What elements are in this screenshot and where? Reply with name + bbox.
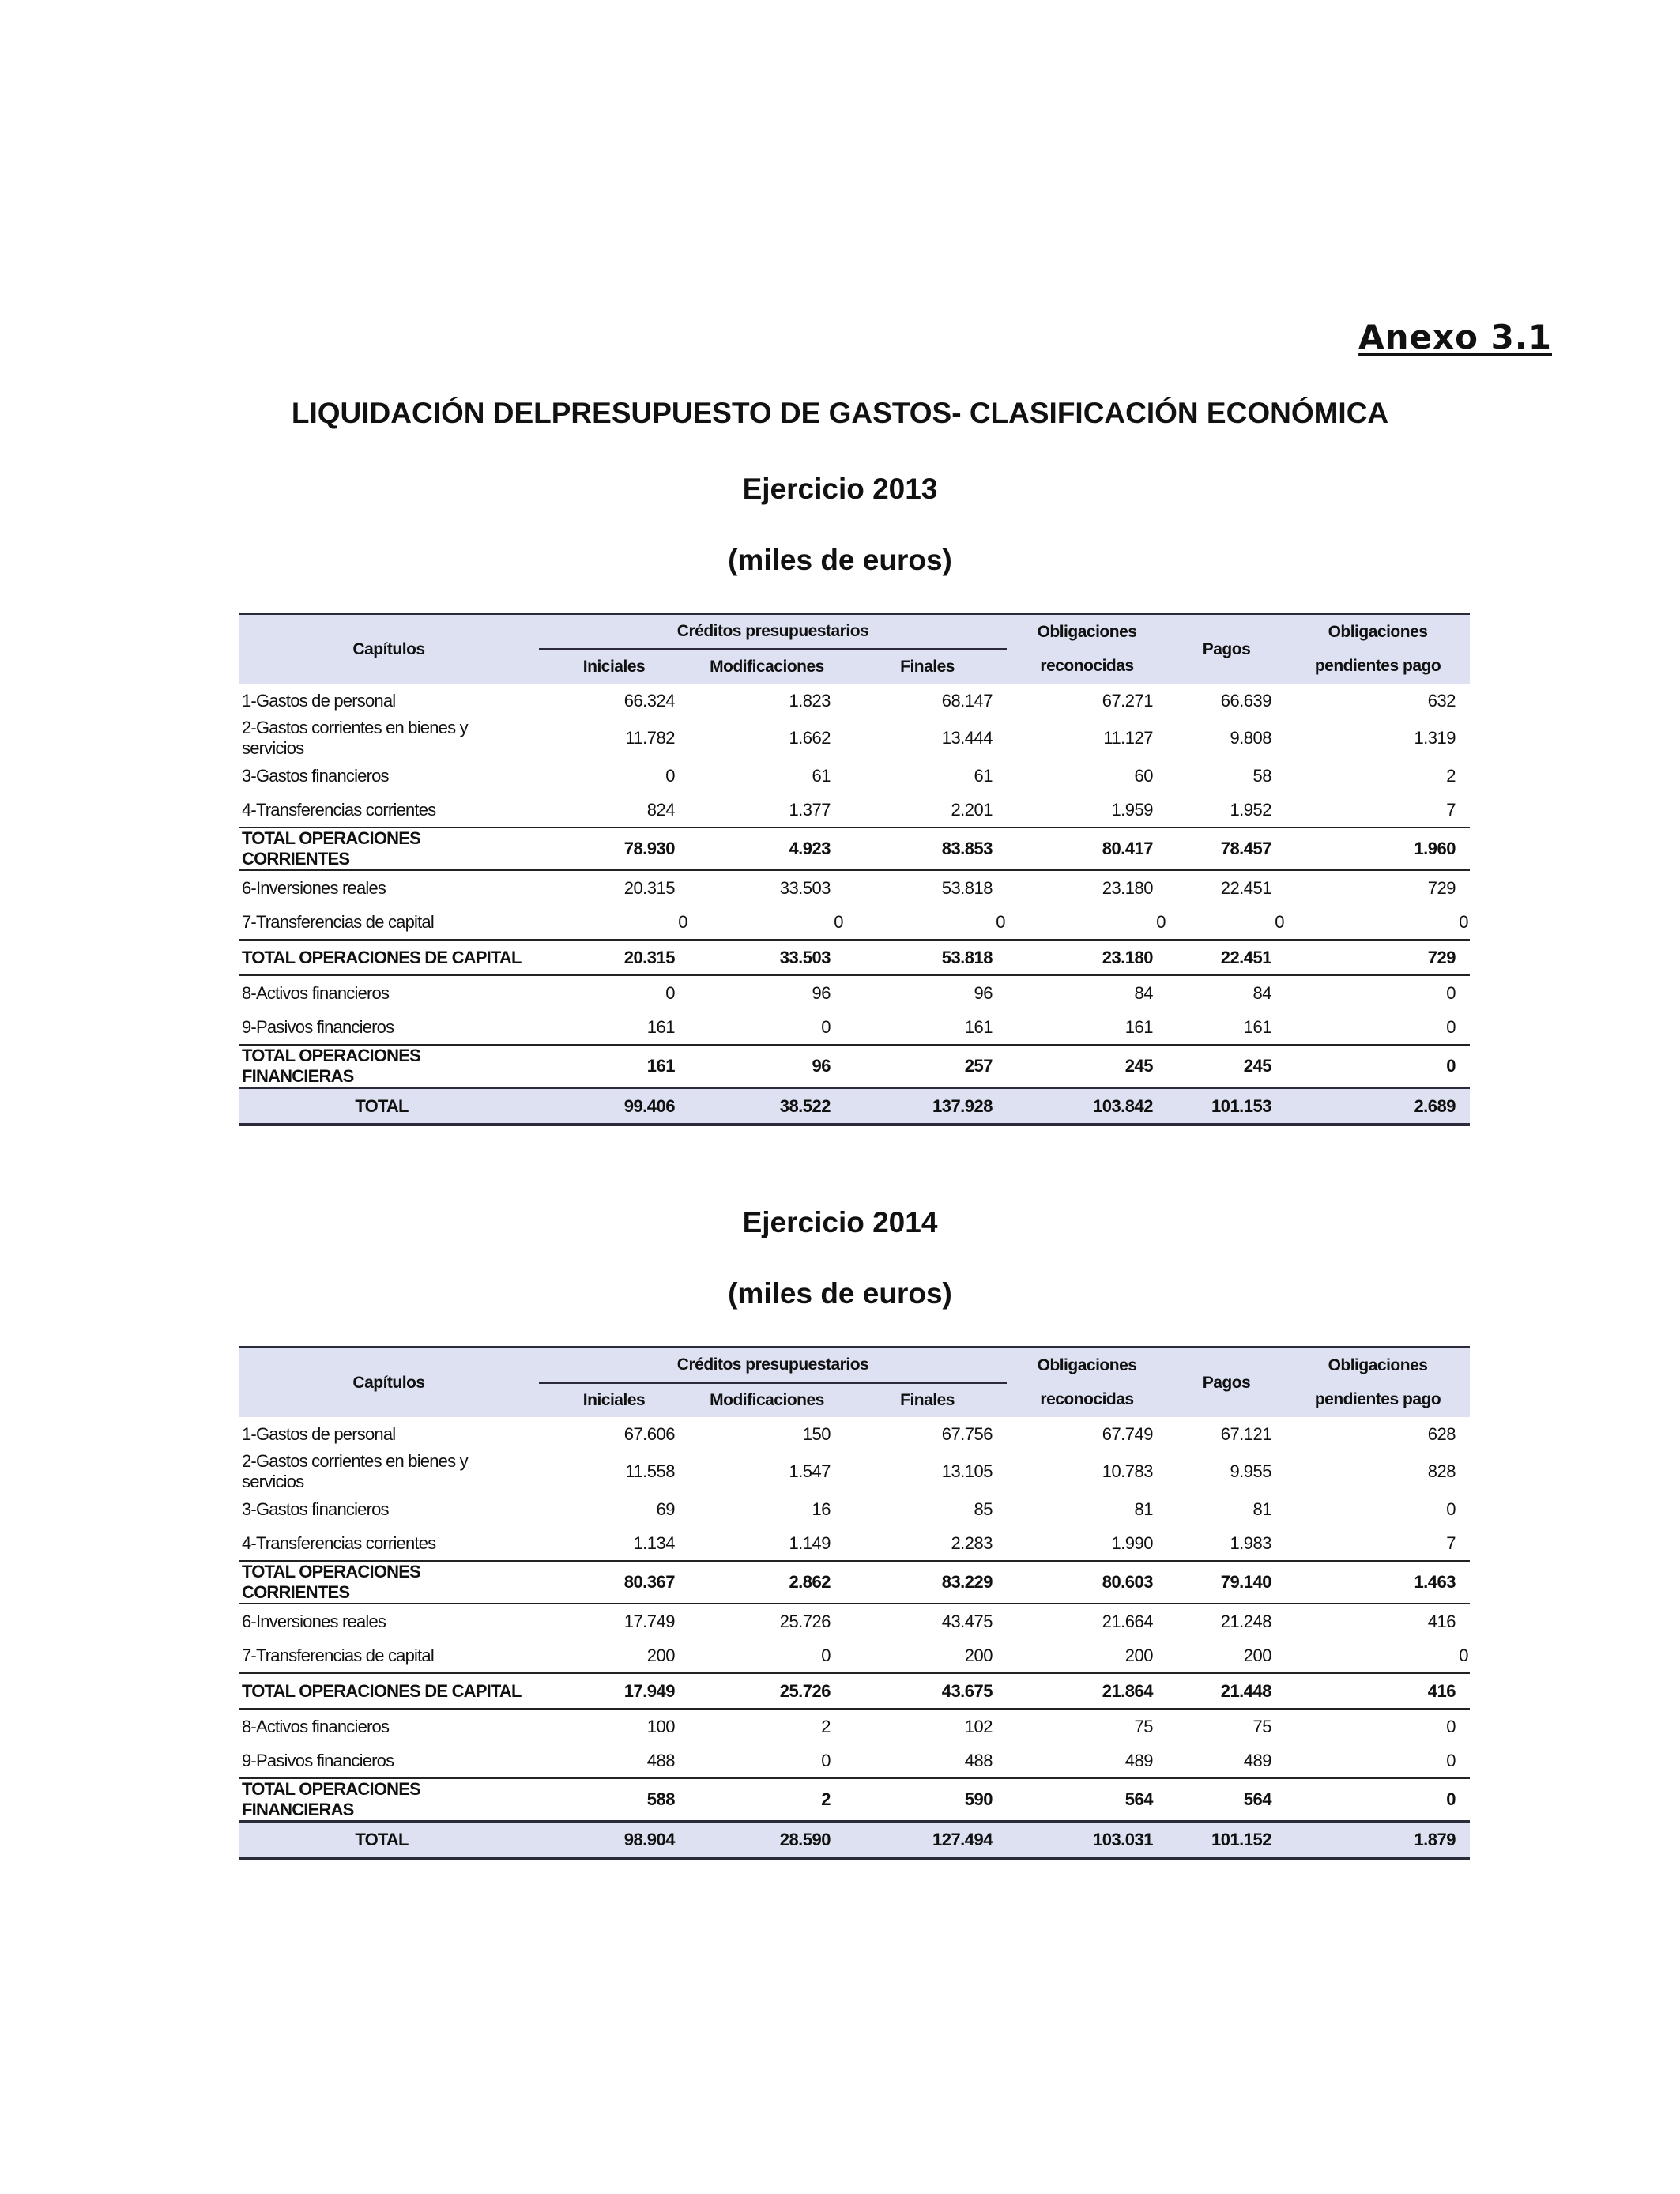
table-row bbox=[239, 870, 1470, 905]
cell-pagos: 79.140 bbox=[1167, 1561, 1286, 1604]
cell-finales: 68.147 bbox=[941, 690, 993, 711]
header-pendientes: Obligaciones bbox=[1286, 614, 1470, 650]
cell-pendientes-pago: 0 bbox=[1286, 1778, 1470, 1822]
row-label: TOTAL bbox=[239, 1088, 539, 1125]
cell-modificaciones: 25.726 bbox=[689, 1673, 845, 1709]
cell-pagos: 22.451 bbox=[1167, 940, 1286, 975]
cell-finales: 61 bbox=[974, 765, 993, 786]
table-row bbox=[239, 1417, 1470, 1451]
cell-obligaciones-reconocidas: 489 bbox=[1124, 1750, 1153, 1770]
cell-iniciales: 824 bbox=[646, 799, 675, 820]
row-label: 1-Gastos de personal bbox=[242, 690, 396, 711]
cell-modificaciones: 0 bbox=[821, 1750, 831, 1770]
header-obligaciones: Obligaciones bbox=[1007, 614, 1167, 650]
header-capitulos: Capítulos bbox=[239, 614, 539, 684]
cell-finales: 161 bbox=[964, 1016, 993, 1037]
cell-finales: 43.475 bbox=[941, 1611, 993, 1631]
cell-obligaciones-reconocidas: 21.664 bbox=[1102, 1611, 1153, 1631]
header-pendientes-pago: pendientes pago bbox=[1286, 1383, 1470, 1418]
cell-iniciales: 69 bbox=[656, 1498, 675, 1519]
cell-pendientes-pago: 0 bbox=[1446, 1016, 1456, 1037]
ejercicio-2014-heading: Ejercicio 2014 bbox=[742, 1206, 938, 1238]
cell-obligaciones-reconocidas: 67.749 bbox=[1102, 1423, 1153, 1444]
cell-modificaciones: 4.923 bbox=[689, 827, 845, 870]
cell-pagos: 489 bbox=[1243, 1750, 1271, 1770]
row-label: 2-Gastos corrientes en bienes y servicios bbox=[242, 718, 468, 758]
row-label: 9-Pasivos financieros bbox=[242, 1750, 394, 1770]
cell-iniciales: 0 bbox=[665, 982, 675, 1003]
cell-finales: 96 bbox=[974, 982, 993, 1003]
cell-pagos: 67.121 bbox=[1220, 1423, 1271, 1444]
cell-iniciales: 98.904 bbox=[539, 1822, 689, 1859]
subtotal-row bbox=[239, 1673, 1470, 1709]
cell-finales: 200 bbox=[964, 1645, 993, 1665]
cell-finales: 67.756 bbox=[941, 1423, 993, 1444]
cell-obligaciones-reconocidas: 1.990 bbox=[1111, 1532, 1153, 1553]
cell-finales: 0 bbox=[996, 911, 1005, 932]
cell-obligaciones-reconocidas: 81 bbox=[1134, 1498, 1153, 1519]
row-label: 3-Gastos financieros bbox=[242, 765, 389, 786]
subtotal-row bbox=[239, 1561, 1470, 1604]
cell-finales: 127.494 bbox=[845, 1822, 1007, 1859]
cell-modificaciones: 0 bbox=[834, 911, 843, 932]
cell-pendientes-pago: 0 bbox=[1446, 1750, 1456, 1770]
row-label: 6-Inversiones reales bbox=[242, 1611, 386, 1631]
cell-finales: 83.229 bbox=[845, 1561, 1007, 1604]
cell-pendientes-pago: 7 bbox=[1446, 1532, 1456, 1553]
table-row bbox=[239, 975, 1470, 1010]
cell-pendientes-pago: 1.960 bbox=[1286, 827, 1470, 870]
cell-pagos: 0 bbox=[1275, 911, 1284, 932]
cell-finales: 43.675 bbox=[845, 1673, 1007, 1709]
cell-iniciales: 161 bbox=[646, 1016, 675, 1037]
cell-modificaciones: 33.503 bbox=[779, 877, 831, 898]
table-row bbox=[239, 1451, 1470, 1492]
cell-obligaciones-reconocidas: 245 bbox=[1007, 1045, 1167, 1088]
cell-modificaciones: 0 bbox=[821, 1645, 831, 1665]
document-title: LIQUIDACIÓN DELPRESUPUESTO DE GASTOS- CLASIFICACIÓN ECONÓMICA bbox=[291, 397, 1389, 429]
cell-obligaciones-reconocidas: 1.959 bbox=[1111, 799, 1153, 820]
cell-pagos: 84 bbox=[1252, 982, 1271, 1003]
row-label: TOTAL OPERACIONES CORRIENTES bbox=[239, 1561, 539, 1604]
cell-modificaciones: 38.522 bbox=[689, 1088, 845, 1125]
cell-pendientes-pago: 1.879 bbox=[1286, 1822, 1470, 1859]
cell-modificaciones: 2 bbox=[821, 1716, 831, 1736]
cell-iniciales: 67.606 bbox=[623, 1423, 675, 1444]
cell-obligaciones-reconocidas: 103.031 bbox=[1007, 1822, 1167, 1859]
cell-obligaciones-reconocidas: 80.603 bbox=[1007, 1561, 1167, 1604]
cell-modificaciones: 1.662 bbox=[789, 728, 831, 748]
cell-pagos: 101.153 bbox=[1167, 1088, 1286, 1125]
cell-modificaciones: 28.590 bbox=[689, 1822, 845, 1859]
cell-pagos: 200 bbox=[1243, 1645, 1271, 1665]
row-label: 7-Transferencias de capital bbox=[242, 911, 434, 932]
cell-finales: 590 bbox=[845, 1778, 1007, 1822]
cell-finales: 2.283 bbox=[951, 1532, 993, 1553]
annex-label: Anexo 3.1 bbox=[1358, 318, 1552, 356]
table-row bbox=[239, 1604, 1470, 1638]
cell-pendientes-pago: 1.463 bbox=[1286, 1561, 1470, 1604]
cell-obligaciones-reconocidas: 23.180 bbox=[1102, 877, 1153, 898]
header-iniciales: Iniciales bbox=[539, 1383, 689, 1418]
header-modificaciones: Modificaciones bbox=[689, 650, 845, 684]
cell-modificaciones: 33.503 bbox=[689, 940, 845, 975]
cell-pendientes-pago: 7 bbox=[1446, 799, 1456, 820]
cell-obligaciones-reconocidas: 60 bbox=[1134, 765, 1153, 786]
table-row bbox=[239, 1010, 1470, 1045]
budget-table-2013 bbox=[239, 613, 1470, 1126]
subtotal-row bbox=[239, 827, 1470, 870]
cell-iniciales: 11.558 bbox=[625, 1461, 675, 1481]
row-label: TOTAL OPERACIONES CORRIENTES bbox=[239, 827, 539, 870]
cell-modificaciones: 25.726 bbox=[779, 1611, 831, 1631]
cell-pendientes-pago: 2 bbox=[1446, 765, 1456, 786]
table-row bbox=[239, 1638, 1470, 1673]
row-label: TOTAL OPERACIONES DE CAPITAL bbox=[239, 1673, 539, 1709]
header-pagos: Pagos bbox=[1167, 1348, 1286, 1418]
cell-iniciales: 11.782 bbox=[625, 728, 675, 748]
cell-pendientes-pago: 2.689 bbox=[1286, 1088, 1470, 1125]
table-row bbox=[239, 1492, 1470, 1526]
row-label: 1-Gastos de personal bbox=[242, 1423, 396, 1444]
cell-iniciales: 66.324 bbox=[623, 690, 675, 711]
cell-pagos: 564 bbox=[1167, 1778, 1286, 1822]
cell-pagos: 58 bbox=[1252, 765, 1271, 786]
cell-finales: 53.818 bbox=[941, 877, 993, 898]
cell-modificaciones: 0 bbox=[821, 1016, 831, 1037]
header-obligaciones: Obligaciones bbox=[1007, 1348, 1167, 1383]
cell-iniciales: 200 bbox=[646, 1645, 675, 1665]
header-reconocidas: reconocidas bbox=[1007, 1383, 1167, 1418]
cell-finales: 137.928 bbox=[845, 1088, 1007, 1125]
cell-pendientes-pago: 0 bbox=[1446, 982, 1456, 1003]
cell-modificaciones: 96 bbox=[812, 982, 831, 1003]
cell-pendientes-pago: 729 bbox=[1286, 940, 1470, 975]
cell-pagos: 78.457 bbox=[1167, 827, 1286, 870]
row-label: TOTAL bbox=[239, 1822, 539, 1859]
cell-pagos: 161 bbox=[1243, 1016, 1271, 1037]
subtotal-row bbox=[239, 1778, 1470, 1822]
cell-obligaciones-reconocidas: 564 bbox=[1007, 1778, 1167, 1822]
cell-obligaciones-reconocidas: 200 bbox=[1124, 1645, 1153, 1665]
cell-iniciales: 20.315 bbox=[623, 877, 675, 898]
cell-finales: 13.444 bbox=[941, 728, 993, 748]
cell-iniciales: 17.949 bbox=[539, 1673, 689, 1709]
cell-pagos: 9.955 bbox=[1230, 1461, 1271, 1481]
cell-pagos: 101.152 bbox=[1167, 1822, 1286, 1859]
cell-pendientes-pago: 0 bbox=[1459, 1645, 1468, 1665]
cell-pendientes-pago: 628 bbox=[1427, 1423, 1456, 1444]
cell-pendientes-pago: 1.319 bbox=[1414, 728, 1456, 748]
cell-pendientes-pago: 0 bbox=[1446, 1498, 1456, 1519]
cell-pagos: 1.983 bbox=[1230, 1532, 1271, 1553]
cell-modificaciones: 1.149 bbox=[789, 1532, 831, 1553]
header-finales: Finales bbox=[845, 1383, 1007, 1418]
cell-pendientes-pago: 632 bbox=[1427, 690, 1456, 711]
table-row bbox=[239, 1744, 1470, 1778]
cell-obligaciones-reconocidas: 75 bbox=[1134, 1716, 1153, 1736]
row-label: 3-Gastos financieros bbox=[242, 1498, 389, 1519]
header-pendientes: Obligaciones bbox=[1286, 1348, 1470, 1383]
cell-pendientes-pago: 0 bbox=[1286, 1045, 1470, 1088]
cell-pagos: 9.808 bbox=[1230, 728, 1271, 748]
cell-iniciales: 17.749 bbox=[623, 1611, 675, 1631]
cell-pagos: 1.952 bbox=[1230, 799, 1271, 820]
table-row bbox=[239, 1526, 1470, 1561]
cell-pendientes-pago: 416 bbox=[1286, 1673, 1470, 1709]
cell-modificaciones: 2 bbox=[689, 1778, 845, 1822]
cell-iniciales: 20.315 bbox=[539, 940, 689, 975]
cell-obligaciones-reconocidas: 23.180 bbox=[1007, 940, 1167, 975]
header-pendientes-pago: pendientes pago bbox=[1286, 650, 1470, 684]
cell-obligaciones-reconocidas: 80.417 bbox=[1007, 827, 1167, 870]
header-reconocidas: reconocidas bbox=[1007, 650, 1167, 684]
cell-finales: 2.201 bbox=[951, 799, 993, 820]
cell-modificaciones: 1.823 bbox=[789, 690, 831, 711]
table-row bbox=[239, 718, 1470, 759]
cell-obligaciones-reconocidas: 161 bbox=[1124, 1016, 1153, 1037]
table-row bbox=[239, 759, 1470, 793]
cell-pagos: 75 bbox=[1252, 1716, 1271, 1736]
cell-iniciales: 0 bbox=[665, 765, 675, 786]
cell-pendientes-pago: 0 bbox=[1446, 1716, 1456, 1736]
cell-iniciales: 488 bbox=[646, 1750, 675, 1770]
cell-iniciales: 0 bbox=[678, 911, 687, 932]
budget-table-2014 bbox=[239, 1346, 1470, 1860]
cell-modificaciones: 1.377 bbox=[789, 799, 831, 820]
ejercicio-2013-heading: Ejercicio 2013 bbox=[742, 473, 938, 505]
table-row bbox=[239, 905, 1470, 940]
cell-pagos: 245 bbox=[1167, 1045, 1286, 1088]
cell-finales: 85 bbox=[974, 1498, 993, 1519]
cell-iniciales: 78.930 bbox=[539, 827, 689, 870]
cell-finales: 83.853 bbox=[845, 827, 1007, 870]
header-capitulos: Capítulos bbox=[239, 1348, 539, 1418]
table-row bbox=[239, 684, 1470, 718]
cell-modificaciones: 2.862 bbox=[689, 1561, 845, 1604]
cell-finales: 13.105 bbox=[941, 1461, 993, 1481]
row-label: 9-Pasivos financieros bbox=[242, 1016, 394, 1037]
row-label: 4-Transferencias corrientes bbox=[242, 1532, 436, 1553]
cell-obligaciones-reconocidas: 10.783 bbox=[1102, 1461, 1153, 1481]
table-row bbox=[239, 1709, 1470, 1744]
row-label: TOTAL OPERACIONES FINANCIERAS bbox=[239, 1778, 539, 1822]
cell-obligaciones-reconocidas: 0 bbox=[1156, 911, 1166, 932]
cell-iniciales: 588 bbox=[539, 1778, 689, 1822]
subtotal-row bbox=[239, 940, 1470, 975]
cell-pagos: 22.451 bbox=[1220, 877, 1271, 898]
header-modificaciones: Modificaciones bbox=[689, 1383, 845, 1418]
cell-pendientes-pago: 828 bbox=[1427, 1461, 1456, 1481]
cell-pagos: 66.639 bbox=[1220, 690, 1271, 711]
cell-finales: 53.818 bbox=[845, 940, 1007, 975]
row-label: TOTAL OPERACIONES DE CAPITAL bbox=[239, 940, 539, 975]
units-2013-heading: (miles de euros) bbox=[728, 544, 952, 576]
cell-obligaciones-reconocidas: 103.842 bbox=[1007, 1088, 1167, 1125]
row-label: 4-Transferencias corrientes bbox=[242, 799, 436, 820]
cell-pagos: 21.448 bbox=[1167, 1673, 1286, 1709]
cell-pendientes-pago: 416 bbox=[1427, 1611, 1456, 1631]
cell-iniciales: 99.406 bbox=[539, 1088, 689, 1125]
total-row bbox=[239, 1088, 1470, 1125]
header-finales: Finales bbox=[845, 650, 1007, 684]
cell-modificaciones: 16 bbox=[812, 1498, 831, 1519]
row-label: 2-Gastos corrientes en bienes y servicios bbox=[242, 1451, 468, 1491]
cell-modificaciones: 1.547 bbox=[789, 1461, 831, 1481]
row-label: 8-Activos financieros bbox=[242, 982, 390, 1003]
cell-iniciales: 161 bbox=[539, 1045, 689, 1088]
cell-obligaciones-reconocidas: 11.127 bbox=[1103, 728, 1153, 748]
cell-modificaciones: 150 bbox=[802, 1423, 831, 1444]
cell-pagos: 81 bbox=[1252, 1498, 1271, 1519]
row-label: TOTAL OPERACIONES FINANCIERAS bbox=[239, 1045, 539, 1088]
row-label: 8-Activos financieros bbox=[242, 1716, 390, 1736]
cell-finales: 488 bbox=[964, 1750, 993, 1770]
cell-iniciales: 80.367 bbox=[539, 1561, 689, 1604]
header-creditos: Créditos presupuestarios bbox=[539, 614, 1007, 650]
header-pagos: Pagos bbox=[1167, 614, 1286, 684]
cell-obligaciones-reconocidas: 21.864 bbox=[1007, 1673, 1167, 1709]
units-2014-heading: (miles de euros) bbox=[728, 1277, 952, 1310]
cell-obligaciones-reconocidas: 67.271 bbox=[1102, 690, 1153, 711]
cell-finales: 102 bbox=[964, 1716, 993, 1736]
row-label: 7-Transferencias de capital bbox=[242, 1645, 434, 1665]
cell-pendientes-pago: 0 bbox=[1459, 911, 1468, 932]
cell-iniciales: 1.134 bbox=[633, 1532, 675, 1553]
row-label: 6-Inversiones reales bbox=[242, 877, 386, 898]
subtotal-row bbox=[239, 1045, 1470, 1088]
cell-modificaciones: 61 bbox=[812, 765, 831, 786]
cell-obligaciones-reconocidas: 84 bbox=[1134, 982, 1153, 1003]
cell-pagos: 21.248 bbox=[1220, 1611, 1271, 1631]
cell-pendientes-pago: 729 bbox=[1427, 877, 1456, 898]
header-iniciales: Iniciales bbox=[539, 650, 689, 684]
cell-iniciales: 100 bbox=[646, 1716, 675, 1736]
header-creditos: Créditos presupuestarios bbox=[539, 1348, 1007, 1383]
total-row bbox=[239, 1822, 1470, 1859]
cell-finales: 257 bbox=[845, 1045, 1007, 1088]
table-row bbox=[239, 793, 1470, 827]
cell-modificaciones: 96 bbox=[689, 1045, 845, 1088]
